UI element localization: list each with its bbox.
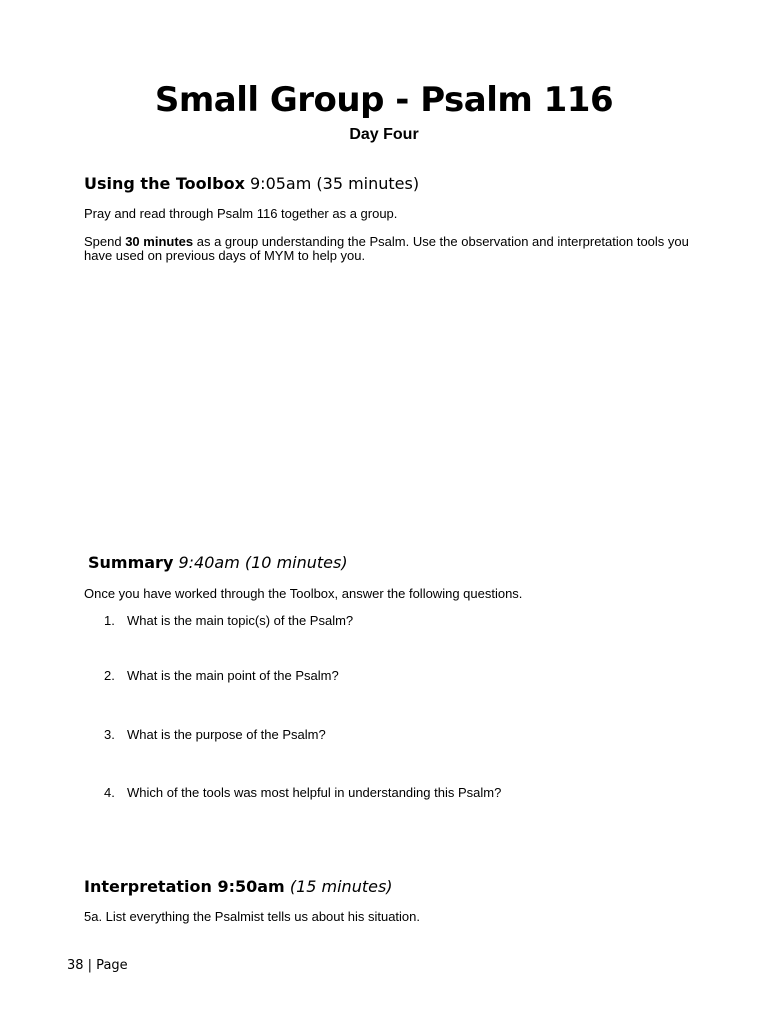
- list-item: [104, 785, 501, 801]
- list-item: [104, 668, 339, 684]
- toolbox-spend-prefix: Spend: [84, 234, 126, 249]
- summary-heading: [88, 552, 348, 574]
- toolbox-heading-time: 9:05am (35 minutes): [250, 174, 420, 193]
- question-text: Which of the tools was most helpful in understanding this Psalm?: [127, 785, 502, 800]
- question-text: What is the main point of the Psalm?: [127, 668, 339, 683]
- interpretation-heading-time: (15 minutes): [289, 877, 393, 896]
- interpretation-item-5a: 5a. List everything the Psalmist tells us about his situation.: [84, 909, 421, 924]
- toolbox-heading: [84, 173, 419, 195]
- toolbox-spend-duration: 30 minutes: [125, 234, 194, 249]
- question-number: 1.: [104, 613, 115, 628]
- summary-heading-time: 9:40am (10 minutes): [178, 553, 348, 572]
- list-item: [104, 727, 326, 743]
- question-text: What is the purpose of the Psalm?: [127, 727, 326, 742]
- question-number: 2.: [104, 668, 115, 683]
- interpretation-heading: [84, 876, 393, 898]
- toolbox-heading-label: Using the Toolbox: [84, 174, 245, 193]
- page-subtitle: Day Four: [349, 126, 419, 143]
- toolbox-paragraph-pray: Pray and read through Psalm 116 together as a group.: [84, 206, 398, 221]
- page-title: Small Group - Psalm 116: [154, 80, 614, 120]
- interpretation-heading-label: Interpretation 9:50am: [84, 877, 285, 896]
- page-number-footer: 38 | Page: [67, 958, 128, 973]
- toolbox-paragraph-spend: [84, 235, 694, 263]
- question-number: 3.: [104, 727, 115, 742]
- question-number: 4.: [104, 785, 115, 800]
- toolbox-spend-suffix: as a group understanding the Psalm. Use the observation and interpretation tools you have used on previous days of MYM to help you.: [84, 234, 689, 263]
- summary-heading-label: Summary: [88, 553, 174, 572]
- list-item: [104, 613, 353, 629]
- summary-intro: Once you have worked through the Toolbox, answer the following questions.: [84, 586, 523, 601]
- question-text: What is the main topic(s) of the Psalm?: [127, 613, 354, 628]
